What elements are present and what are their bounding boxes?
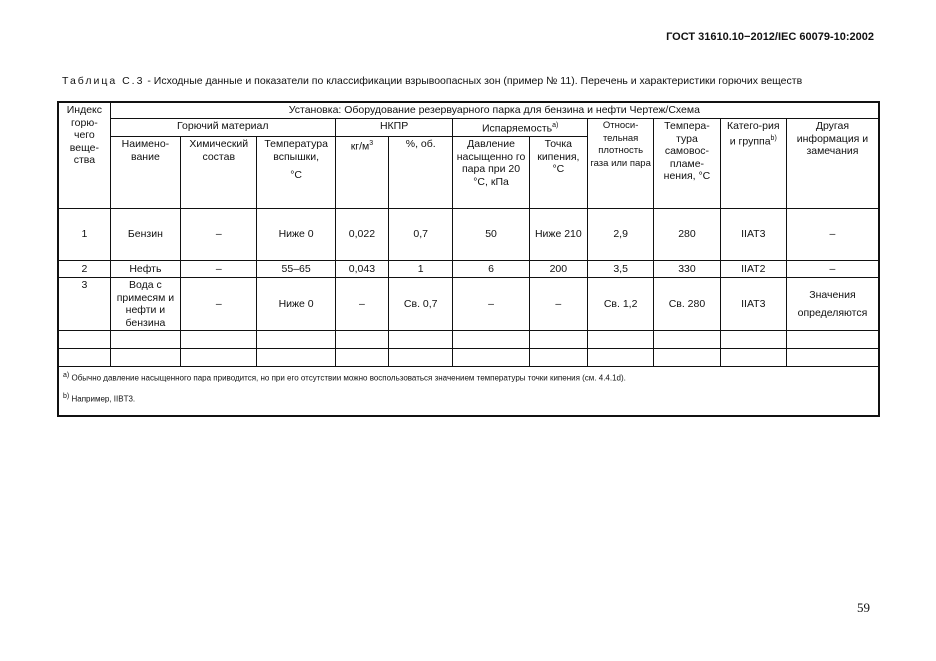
category-header xyxy=(720,119,786,209)
material-group-header: Горючий материал xyxy=(110,119,335,137)
cell-press: 50 xyxy=(453,209,529,261)
table-notes xyxy=(58,367,879,417)
flash-header xyxy=(257,137,335,209)
installation-header: Установка: Оборудование резервуарного парка для бензина и нефти Чертеж/Схема xyxy=(110,102,879,119)
cell-idx: 3 xyxy=(58,278,110,331)
cell-flash: Ниже 0 xyxy=(257,209,335,261)
cell-press: – xyxy=(453,278,529,331)
pressure-header: Давление насыщенно го пара при 20 °С, кПа xyxy=(453,137,529,209)
cell-name: Вода с примесям и нефти и бензина xyxy=(110,278,180,331)
boil-header: Точка кипения, °С xyxy=(529,137,587,209)
other-header: Другая информация и замечания xyxy=(786,119,879,209)
cell-name: Бензин xyxy=(110,209,180,261)
cell-boil: – xyxy=(529,278,587,331)
note-a-text: Обычно давление насыщенного пара приводится, но при его отсутствии можно воспользоваться значением температуры точки кипения (см. 4.4.1d). xyxy=(71,373,626,383)
standard-header: ГОСТ 31610.10−2012/IEC 60079-10:2002 xyxy=(666,31,874,43)
density-header: Относи-тельная плотность газа или пара xyxy=(587,119,653,209)
evap-sup: а) xyxy=(552,122,559,129)
flash-label: Температура вспышки, xyxy=(264,138,328,163)
cell-kg: – xyxy=(335,278,388,331)
note-a xyxy=(63,370,874,385)
kgm3-sup: 3 xyxy=(369,140,374,147)
cell-boil: Ниже 210 xyxy=(529,209,587,261)
cell-dens: 2,9 xyxy=(587,209,653,261)
note-b-mark: b) xyxy=(63,393,70,401)
autoign-header: Темпера-тура самовос-пламе-нения, °С xyxy=(654,119,720,209)
cell-vol: 0,7 xyxy=(389,209,453,261)
cell-kg: 0,022 xyxy=(335,209,388,261)
cell-chem: – xyxy=(181,261,257,278)
cell-chem: – xyxy=(181,278,257,331)
cell-auto: 280 xyxy=(654,209,720,261)
cell-auto: 330 xyxy=(654,261,720,278)
cell-boil: 200 xyxy=(529,261,587,278)
table-caption xyxy=(62,75,802,87)
cell-cat: IIAT3 xyxy=(720,209,786,261)
cell-cat: IIAT2 xyxy=(720,261,786,278)
kgm3-header xyxy=(335,137,388,209)
cell-other: – xyxy=(786,261,879,278)
table-row xyxy=(58,261,879,278)
caption-label: Таблица С.3 xyxy=(62,75,145,87)
note-a-mark: а) xyxy=(63,372,70,379)
vol-header: %, об. xyxy=(389,137,453,209)
cell-kg: 0,043 xyxy=(335,261,388,278)
table-row xyxy=(58,278,879,331)
name-header: Наимено-вание xyxy=(110,137,180,209)
category-label: Катего-рия и группа xyxy=(726,120,780,147)
cell-press: 6 xyxy=(453,261,529,278)
cell-dens: 3,5 xyxy=(587,261,653,278)
cell-vol: Св. 0,7 xyxy=(389,278,453,331)
cell-auto: Св. 280 xyxy=(654,278,720,331)
cell-other: – xyxy=(786,209,879,261)
empty-row xyxy=(58,349,879,367)
table-row xyxy=(58,209,879,261)
cell-dens: Св. 1,2 xyxy=(587,278,653,331)
note-b xyxy=(63,391,874,406)
flash-unit: °С xyxy=(290,169,303,181)
evap-label: Испаряемость xyxy=(481,122,553,135)
cell-idx: 1 xyxy=(58,209,110,261)
evap-group-header xyxy=(453,119,588,137)
cell-chem: – xyxy=(181,209,257,261)
caption-text: - Исходные данные и показатели по классификации взрывоопасных зон (пример № 11). Перечень и характеристики горючих веществ xyxy=(144,75,803,87)
note-b-text: Например, IIBT3. xyxy=(71,394,136,404)
cell-name: Нефть xyxy=(110,261,180,278)
category-sup: b) xyxy=(770,134,777,142)
cell-flash: Ниже 0 xyxy=(257,278,335,331)
empty-row xyxy=(58,331,879,349)
cell-vol: 1 xyxy=(389,261,453,278)
nkpr-group-header: НКПР xyxy=(335,119,453,137)
chem-header: Химический состав xyxy=(181,137,257,209)
cell-cat: IIAT3 xyxy=(720,278,786,331)
kgm3-label: кг/м xyxy=(350,140,370,153)
page-number: 59 xyxy=(857,600,870,615)
cell-idx: 2 xyxy=(58,261,110,278)
hazard-table xyxy=(57,101,880,417)
index-header: Индекс горю-чего веще-ства xyxy=(58,102,110,209)
cell-other: Значения определяются xyxy=(786,278,879,331)
cell-flash: 55–65 xyxy=(257,261,335,278)
